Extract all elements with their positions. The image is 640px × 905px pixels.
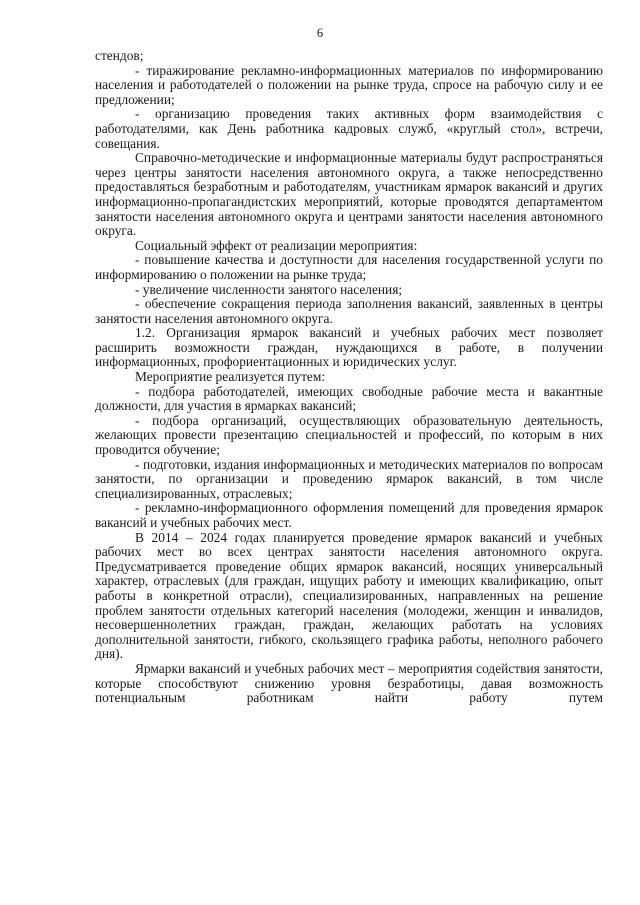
paragraph: - обеспечение сокращения периода заполнения вакансий, заявленных в центры занятости населения автономного округа. (95, 296, 603, 326)
document-body (95, 49, 603, 706)
paragraph: - подбора организаций, осуществляющих образовательную деятельность, желающих провести презентацию специальностей и профессий, по которым в них проводится обучение; (95, 412, 603, 458)
paragraph: Мероприятие реализуется путем: (135, 369, 326, 385)
paragraph: Справочно-методические и информационные материалы будут распространяться через центры занятости населения автономного округа, а также непосредственно предоставляться безработным и работодателям, участникам ярмарок вакансий и других информационно-пропагандистских мероприятий, которые проводятся департаментом занятости населения автономного округа и центрами занятости населения автономного округа. (95, 150, 603, 239)
paragraph: Ярмарки вакансий и учебных рабочих мест – мероприятия содействия занятости, которые способствуют снижению уровня безработицы, давая возможность потенциальным работникам найти работу путем (95, 660, 603, 706)
page-number: 6 (316, 26, 324, 40)
paragraph: - подготовки, издания информационных и методических материалов по вопросам занятости, по организации и проведению ярмарок вакансий, в том числе специализированных, отраслевых; (95, 456, 603, 501)
paragraph: - повышение качества и доступности для населения государственной услуги по информированию о положении на рынке труда; (95, 252, 603, 282)
paragraph: - подбора работодателей, имеющих свободные рабочие места и вакантные должности, для участия в ярмарках вакансий; (95, 383, 603, 414)
paragraph: - организацию проведения таких активных форм взаимодействия с работодателями, как День работника кадровых служб, «круглый стол», встречи, совещания. (95, 106, 603, 151)
paragraph: В 2014 – 2024 годах планируется проведение ярмарок вакансий и учебных рабочих мест во всех центрах занятости населения автономного округа. Предусматривается проведение общих ярмарок вакансий, носящих универсальный характер, отраслевых (для граждан, ищущих работу и имеющих квалификацию, опыт работы в конкретной отрасли), специализированных, направленных на решение проблем занятости отдельных категорий населения (молодежи, женщин и инвалидов, несовершеннолетних граждан, граждан, желающих работать на условиях дополнительной занятости, гибкого, скользящего графика работы, неполного рабочего дня). (95, 529, 603, 662)
paragraph: Социальный эффект от реализации мероприятия: (135, 237, 418, 253)
paragraph: - тиражирование рекламно-информационных материалов по информированию населения и работодателей о положении на рынке труда, спросе на рабочую силу и ее предложении; (95, 62, 603, 107)
paragraph: - увеличение численности занятого населения; (135, 281, 403, 297)
paragraph: 1.2. Организация ярмарок вакансий и учебных рабочих мест позволяет расширить возможности граждан, нуждающихся в работе, в получении информационных, профориентационных и юридических услуг. (95, 325, 603, 370)
paragraph: стендов; (95, 48, 144, 63)
paragraph: - рекламно-информационного оформления помещений для проведения ярмарок вакансий и учебных рабочих мест. (95, 500, 603, 530)
